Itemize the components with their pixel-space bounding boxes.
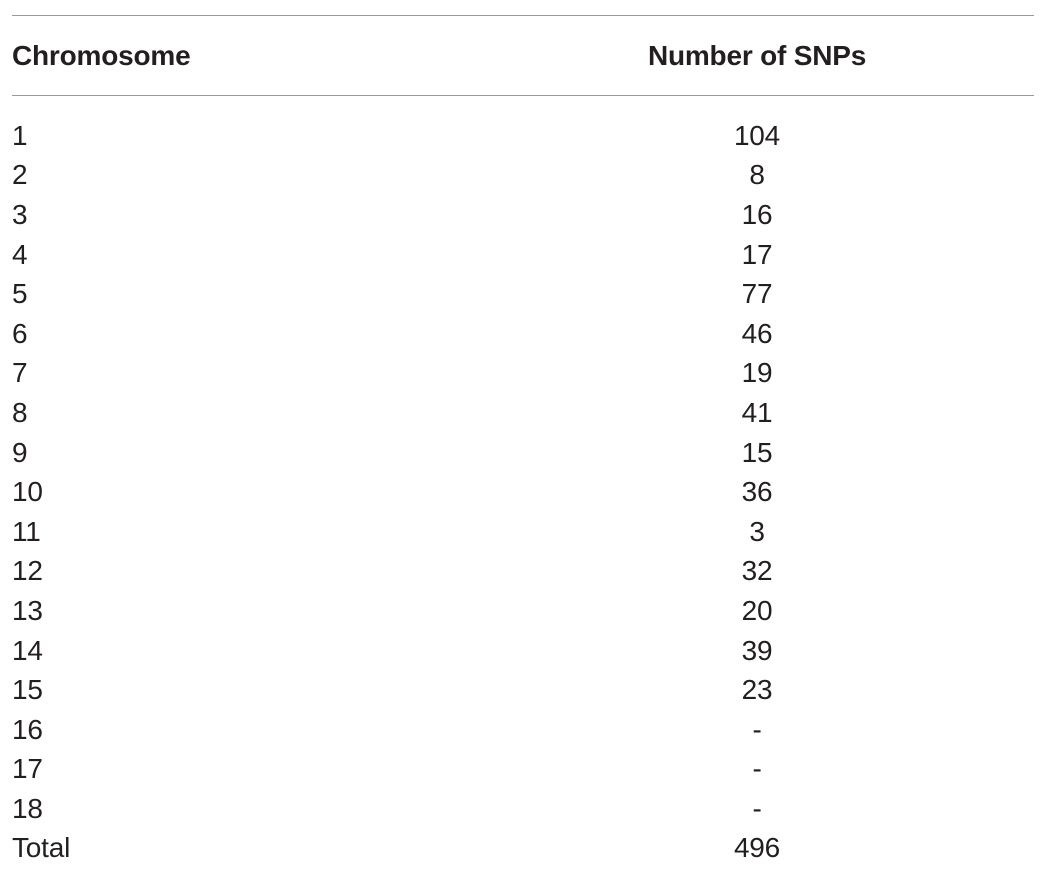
table-header-row (12, 16, 1034, 95)
cell-snp-count: 39 (741, 634, 773, 666)
cell-snp-count: 16 (741, 198, 773, 230)
table-row (12, 393, 1034, 433)
cell-snp-count: 496 (733, 832, 781, 864)
header-chromosome: Chromosome (12, 39, 191, 71)
table-row (12, 354, 1034, 394)
cell-chromosome: 16 (12, 713, 43, 745)
cell-chromosome: 7 (12, 357, 28, 389)
cell-snp-count: - (752, 713, 762, 745)
table-row (12, 235, 1034, 275)
table-body (12, 96, 1034, 868)
header-number-of-snps: Number of SNPs (647, 39, 867, 71)
table-row (12, 710, 1034, 750)
cell-chromosome: 4 (12, 238, 28, 270)
cell-chromosome: 3 (12, 198, 28, 230)
table-row (12, 829, 1034, 869)
table-row (12, 314, 1034, 354)
cell-snp-count: 17 (741, 238, 773, 270)
table-row (12, 156, 1034, 196)
cell-snp-count: 41 (741, 396, 773, 428)
cell-chromosome: 14 (12, 634, 43, 666)
cell-chromosome: 8 (12, 396, 28, 428)
cell-chromosome: 18 (12, 792, 43, 824)
table-row (12, 116, 1034, 156)
cell-snp-count: 8 (749, 159, 765, 191)
cell-chromosome: 2 (12, 159, 28, 191)
cell-chromosome: 10 (12, 476, 43, 508)
snp-table (12, 15, 1034, 868)
cell-snp-count: 104 (733, 119, 781, 151)
table-row (12, 631, 1034, 671)
cell-chromosome: 1 (12, 119, 28, 151)
table-row (12, 552, 1034, 592)
cell-chromosome: 15 (12, 674, 43, 706)
cell-chromosome: 13 (12, 594, 43, 626)
cell-snp-count: 23 (741, 674, 773, 706)
table-row (12, 472, 1034, 512)
cell-snp-count: 36 (741, 476, 773, 508)
table-row (12, 433, 1034, 473)
cell-chromosome: 5 (12, 278, 28, 310)
cell-snp-count: - (752, 753, 762, 785)
cell-chromosome: 12 (12, 555, 43, 587)
table-row (12, 195, 1034, 235)
table-row (12, 591, 1034, 631)
table-row (12, 750, 1034, 790)
cell-chromosome: 17 (12, 753, 43, 785)
cell-snp-count: 3 (749, 515, 765, 547)
table-row (12, 274, 1034, 314)
cell-chromosome: Total (12, 832, 71, 864)
cell-snp-count: 32 (741, 555, 773, 587)
cell-chromosome: 9 (12, 436, 28, 468)
table-row (12, 512, 1034, 552)
table-row (12, 670, 1034, 710)
cell-snp-count: - (752, 792, 762, 824)
cell-chromosome: 6 (12, 317, 28, 349)
cell-snp-count: 15 (741, 436, 773, 468)
cell-snp-count: 19 (741, 357, 773, 389)
cell-chromosome: 11 (12, 515, 41, 547)
cell-snp-count: 77 (741, 278, 773, 310)
table-row (12, 789, 1034, 829)
cell-snp-count: 46 (741, 317, 773, 349)
cell-snp-count: 20 (741, 594, 773, 626)
